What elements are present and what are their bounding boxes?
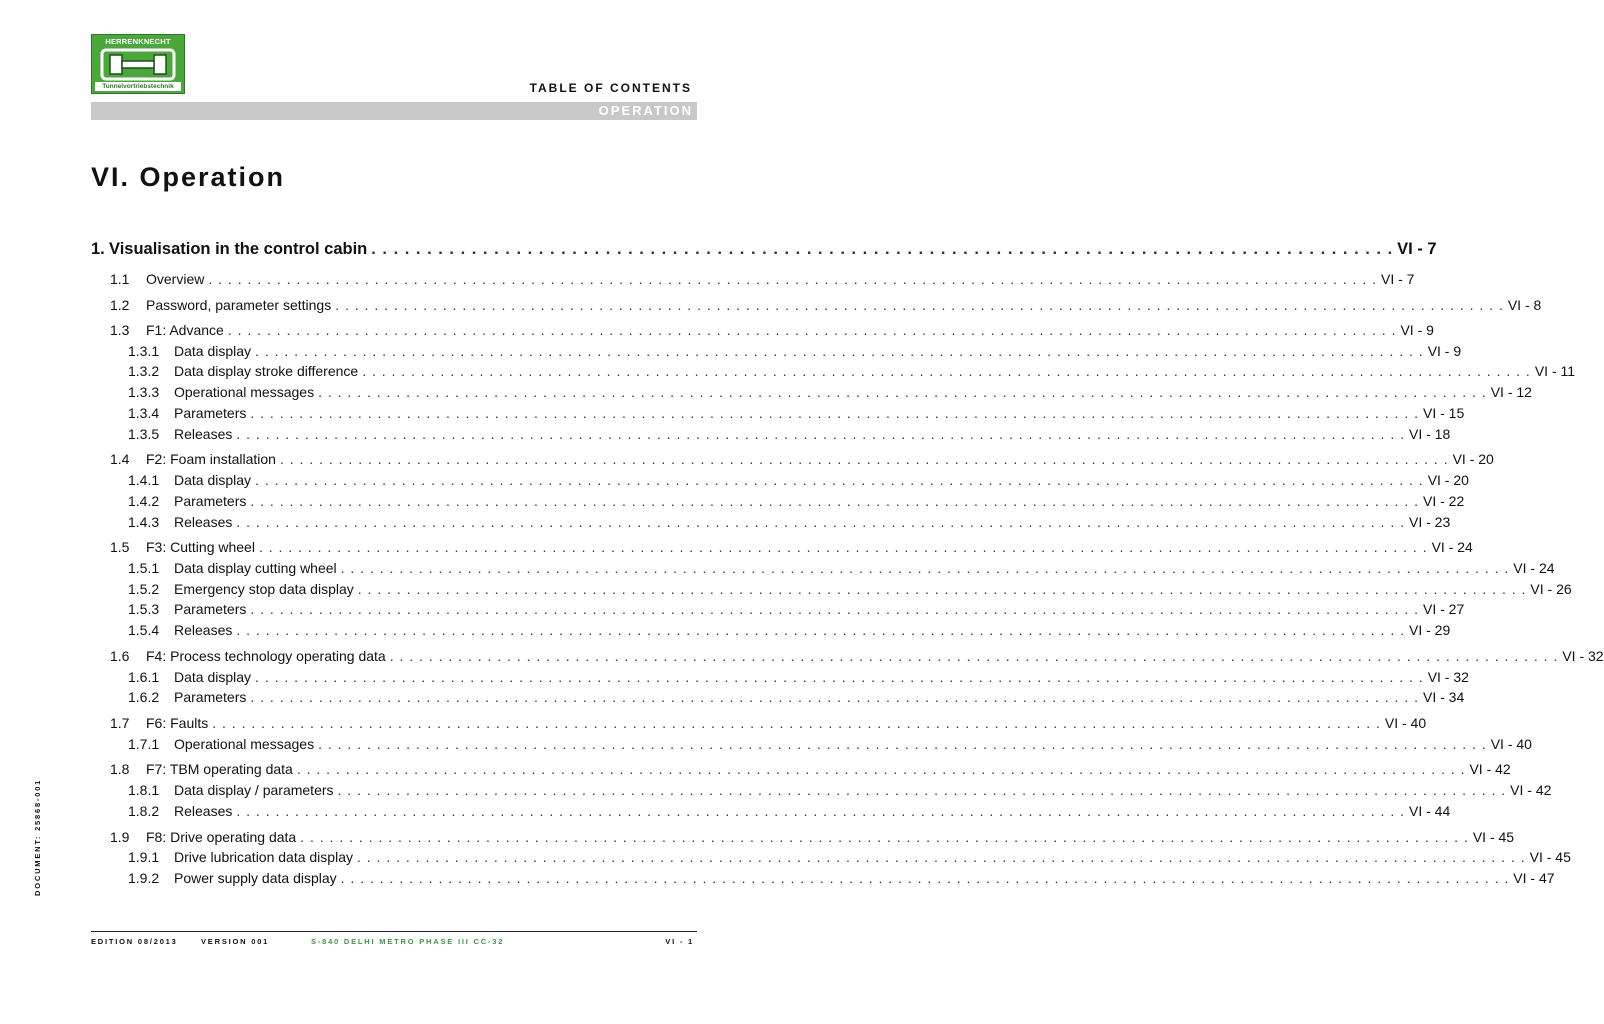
toc-entry-title: Data display [174,668,252,685]
toc-entry-title: Password, parameter settings [146,296,332,313]
toc-leader-dots: . . . . . . . . . . . . . . . . . . . . . . . . . . . . . . . . . . . . . . . . . . . . . . . . . . . . . . . . . . . . . . . . . . . . . . . . . . . . . . . . . . . . . . . . . . . . . . . . . . . . . . . . . . . . . . . . . . . . . . . . [389,648,1559,665]
toc-entry-title: Releases [174,622,233,639]
toc-entry-page: VI - 44 [1409,802,1451,819]
toc-subsection-entry[interactable] [91,735,1532,757]
toc-entry-number: 1.9 [110,828,130,845]
toc-entry-title: Parameters [174,689,247,706]
toc-entry-page: VI - 12 [1490,384,1532,401]
toc-subsection-entry[interactable] [91,492,1465,514]
toc-leader-dots: . . . . . . . . . . . . . . . . . . . . . . . . . . . . . . . . . . . . . . . . . . . . . . . . . . . . . . . . . . . . . . . . . . . . . . . . . . . . . . . . . . . . . . . . . . . . . . . . . . . . . . . . . . . . . . . . . . . . . . . . [227,322,1397,338]
toc-entry-number: 1.5.4 [128,622,160,639]
toc-entry-title: Data display [174,342,252,359]
toc-section-entry[interactable] [91,322,1434,343]
toc-entry-number: 1.4.3 [128,513,160,530]
toc-entry-page: VI - 32 [1427,668,1469,685]
toc-entry-page: VI - 20 [1452,451,1494,468]
toc-chapter-number: 1. [91,240,105,258]
footer-version: VERSION 001 [201,937,270,946]
toc-entry-number: 1.3.4 [128,404,160,421]
toc-entry-number: 1.5.3 [128,601,160,618]
footer-project: S-840 DELHI METRO PHASE III CC-32 [311,937,505,946]
toc-subsection-entry[interactable] [91,363,1576,384]
toc-entry-page: VI - 32 [1562,648,1604,665]
toc-entry-title: F7: TBM operating data [146,761,293,778]
toc-entry-page: VI - 29 [1409,622,1451,639]
footer-rule [91,931,697,932]
toc-leader-dots: . . . . . . . . . . . . . . . . . . . . . . . . . . . . . . . . . . . . . . . . . . . . . . . . . . . . . . . . . . . . . . . . . . . . . . . . . . . . . . . . . . . . . . . . . . . . . . . . . . . . . . . . . . . . . . . . . . . . . . . . [296,761,1466,778]
toc-subsection-entry[interactable] [91,869,1555,891]
toc-entry-title: Data display stroke difference [174,363,359,380]
toc-entry-number: 1.5.1 [128,559,160,576]
toc-entry-title: Overview [146,271,205,287]
toc-entry-title: Data display [174,471,252,488]
toc-subsection-entry[interactable] [91,802,1451,824]
toc-leader-dots: . . . . . . . . . . . . . . . . . . . . . . . . . . . . . . . . . . . . . . . . . . . . . . . . . . . . . . . . . . . . . . . . . . . . . . . . . . . . . . . . . . . . . . . . . . . . . . . . . . . . . . . . . . . . . . . . . . . . . . . . [250,404,1419,421]
document-number: DOCUMENT: 25868-001 [33,778,42,896]
toc-entry-number: 1.7 [110,715,130,732]
toc-entry-title: F4: Process technology operating data [146,648,386,665]
toc-entry-page: VI - 24 [1513,559,1555,576]
toc-entry-title: Parameters [174,404,247,421]
toc-leader-dots: . . . . . . . . . . . . . . . . . . . . . . . . . . . . . . . . . . . . . . . . . . . . . . . . . . . . . . . . . . . . . . . . . . . . . . . . . . . . . . . . . . . . . . . . . . . . . . . . . . . . . . . . . . . . . . . . . . . . . . . . [318,735,1487,752]
toc-entry-number: 1.3.1 [128,342,160,359]
toc-subsection-entry[interactable] [91,580,1572,602]
toc-entry-number: 1.4.1 [128,471,160,488]
toc-entry-number: 1.3.2 [128,363,160,380]
toc-subsection-entry[interactable] [91,404,1465,426]
logo-bottom-text: Tunnelvortriebstechnik [95,82,181,91]
toc-leader-dots: . . . . . . . . . . . . . . . . . . . . . . . . . . . . . . . . . . . . . . . . . . . . . . . . . . . . . . . . . . . . . . . . . . . . . . . . . . . . . . . . . . . . . . . . . . . . . . . . . . . . . . . . . . . . . . . . . . . . . . . . [362,363,1531,380]
toc-entry-title: Emergency stop data display [174,580,354,597]
toc-section-entry[interactable] [91,648,1604,669]
toc-leader-dots: . . . . . . . . . . . . . . . . . . . . . . . . . . . . . . . . . . . . . . . . . . . . . . . . . . . . . . . . . . . . . . . . . . . . . . . . . . . . . . . . . . . . . . . . . . . . . . . . . . . . . . . . . . . . . . . . . . . . . . . . [258,539,1428,556]
toc-entry-page: VI - 27 [1423,601,1465,618]
toc-leader-dots: . . . . . . . . . . . . . . . . . . . . . . . . . . . . . . . . . . . . . . . . . . . . . . . . . . . . . . . . . . . . . . . . . . . . . . . . . . . . . . . . . . . . . . . . . . . . . . . . . . . . . . . . . . . . . . . . . . . . . . . . [340,559,1510,576]
toc-leader-dots: . . . . . . . . . . . . . . . . . . . . . . . . . . . . . . . . . . . . . . . . . . . . . . . . . . . . . . . . . . . . . . . . . . . . . . . . . . . . . . . . . . . . . . . . . . . . . . . . . . . . . . . . . . . . . . . . . . . . . . . . [236,802,1406,819]
toc-entry-title: F6: Faults [146,715,209,732]
toc-entry-title: Data display cutting wheel [174,559,337,576]
toc-entry-page: VI - 45 [1529,849,1571,866]
toc-entry-page: VI - 47 [1513,869,1555,886]
herrenknecht-logo [91,34,185,94]
toc-leader-dots: . . . . . . . . . . . . . . . . . . . . . . . . . . . . . . . . . . . . . . . . . . . . . . . . . . . . . . . . . . . . . . . . . . . . . . . . . . . . . . . . . . . . . . . . . . . . . . . . . . . . . . . . . . . . . . . . . . . . . . . . [318,384,1487,401]
toc-leader-dots: . . . . . . . . . . . . . . . . . . . . . . . . . . . . . . . . . . . . . . . . . . . . . . . . . . . . . . . . . . . . . . . . . . . . . . . . . . . . . . . . . . . . . . . . . . . . . . . . . . . . . . . . . . . . . . . . . . . . . . . . [212,715,1381,732]
toc-entry-number: 1.2 [110,296,130,313]
toc-entry-number: 1.5.2 [128,580,160,597]
toc-entry-number: 1.3.3 [128,384,160,401]
table-of-contents [91,240,1604,891]
toc-entry-page: VI - 45 [1472,828,1515,845]
toc-entry-number: 1.8.1 [128,781,160,798]
toc-leader-dots: . . . . . . . . . . . . . . . . . . . . . . . . . . . . . . . . . . . . . . . . . . . . . . . . . . . . . . . . . . . . . . . . . . . . . . . . . . . . . . . . . . . . . . . . . . . . . . . . . . . . . . . . . . . . . . . . . . . . . . . . [279,451,1449,468]
toc-entry-number: 1.6.2 [128,689,160,706]
toc-section-entry[interactable] [91,451,1494,472]
toc-entry-number: 1.3.5 [128,425,160,442]
toc-entry-number: 1.4.2 [128,492,160,509]
toc-entry-page: VI - 40 [1384,715,1427,732]
toc-entry-page: VI - 9 [1400,322,1434,338]
toc-entry-number: 1.9.2 [128,869,160,886]
toc-entry-number: 1.7.1 [128,735,160,752]
toc-entry-page: VI - 22 [1423,492,1465,509]
toc-entry-title: Releases [174,802,233,819]
toc-entry-page: VI - 20 [1427,471,1469,488]
page-title: VI. Operation [91,162,286,192]
toc-entry-number: 1.1 [110,271,130,287]
toc-entry-page: VI - 42 [1469,761,1511,778]
toc-section-entry[interactable] [91,715,1427,736]
toc-leader-dots: . . . . . . . . . . . . . . . . . . . . . . . . . . . . . . . . . . . . . . . . . . . . . . . . . . . . . . . . . . . . . . . . . . . . . . . . . . . . . . . . . . . . . . . . . . . . . . . . . . . . . . . . . . . . . . . . . . . . . . . . [208,271,1377,287]
header-section-bar [91,102,697,120]
toc-entry-title: Drive lubrication data display [174,849,353,866]
logo-h-mark-icon [96,47,180,82]
toc-entry-title: Releases [174,513,233,530]
toc-entry-page: VI - 11 [1534,363,1576,380]
toc-entry-page: VI - 40 [1490,735,1532,752]
toc-leader-dots: . . . . . . . . . . . . . . . . . . . . . . . . . . . . . . . . . . . . . . . . . . . . . . . . . . . . . . . . . . . . . . . . . . . . . . . . . . . . . . . . . . . . . . . . . . . . . . . . . . . . . . . . . . . . . . . . . . . . . . . . [250,492,1419,509]
toc-entry-page: VI - 9 [1427,342,1462,359]
toc-chapter-title: Visualisation in the control cabin [109,240,368,258]
toc-leader-dots: . . . . . . . . . . . . . . . . . . . . . . . . . . . . . . . . . . . . . . . . . . . . . . . . . . . . . . . . . . . . . . . . . . . . . . . . . . . . . . . . . . . . . . . . . . . . . . . . . . . . . . . . . . . . . . . . . . . . . . . . [356,849,1526,866]
toc-entry-title: Data display / parameters [174,781,334,798]
toc-subsection-entry[interactable] [91,689,1465,710]
toc-subsection-entry[interactable] [91,601,1465,622]
toc-subsection-entry[interactable] [91,622,1451,643]
toc-entry-page: VI - 24 [1431,539,1473,556]
toc-entry-number: 1.9.1 [128,849,160,866]
toc-entry-title: Releases [174,425,233,442]
toc-subsection-entry[interactable] [91,471,1469,493]
toc-entry-page: VI - 42 [1510,781,1552,798]
header-title: TABLE OF CONTENTS [529,81,692,95]
toc-leader-dots: . . . . . . . . . . . . . . . . . . . . . . . . . . . . . . . . . . . . . . . . . . . . . . . . . . . . . . . . . . . . . . . . . . . . . . . . . . . . . . . . . . . . . . . . . . . . . . . . . . . . . . . . . . . . . . . . . . . . . . . . [236,622,1406,639]
toc-entry-title: Parameters [174,601,247,618]
toc-subsection-entry[interactable] [91,513,1451,535]
toc-entry-page: VI - 18 [1409,425,1451,442]
toc-leader-dots: . . . . . . . . . . . . . . . . . . . . . . . . . . . . . . . . . . . . . . . . . . . . . . . . . . . . . . . . . . . . . . . . . . . . . . . . . . . . . . . . . . . . . . . . . . . . . . . . . . . . . . . . . . . . . . . . . . . . . . . . [236,513,1406,530]
toc-entry-title: Operational messages [174,735,315,752]
toc-leader-dots: . . . . . . . . . . . . . . . . . . . . . . . . . . . . . . . . . . . . . . . . . . . . . . . . . . . . . . . . . . . . . . . . . . . . . . . . . . . . . . . . . . . . . . . . . . . . [371,240,1394,258]
toc-leader-dots: . . . . . . . . . . . . . . . . . . . . . . . . . . . . . . . . . . . . . . . . . . . . . . . . . . . . . . . . . . . . . . . . . . . . . . . . . . . . . . . . . . . . . . . . . . . . . . . . . . . . . . . . . . . . . . . . . . . . . . . . [340,869,1510,886]
toc-entry-title: F2: Foam installation [146,451,276,468]
toc-subsection-entry[interactable] [91,425,1451,447]
toc-leader-dots: . . . . . . . . . . . . . . . . . . . . . . . . . . . . . . . . . . . . . . . . . . . . . . . . . . . . . . . . . . . . . . . . . . . . . . . . . . . . . . . . . . . . . . . . . . . . . . . . . . . . . . . . . . . . . . . . . . . . . . . . [357,580,1527,597]
header-section-label: OPERATION [598,103,693,118]
toc-entry-number: 1.5 [110,539,130,556]
toc-entry-title: Power supply data display [174,869,337,886]
toc-chapter-entry[interactable] [91,240,1437,266]
toc-subsection-entry[interactable] [91,559,1555,581]
toc-section-entry[interactable] [91,271,1415,292]
toc-entry-title: F8: Drive operating data [146,828,297,845]
toc-entry-page: VI - 23 [1409,513,1451,530]
toc-entry-number: 1.8 [110,761,130,778]
toc-leader-dots: . . . . . . . . . . . . . . . . . . . . . . . . . . . . . . . . . . . . . . . . . . . . . . . . . . . . . . . . . . . . . . . . . . . . . . . . . . . . . . . . . . . . . . . . . . . . . . . . . . . . . . . . . . . . . . . . . . . . . . . . [236,425,1406,442]
toc-subsection-entry[interactable] [91,342,1462,364]
toc-entry-page: VI - 7 [1381,271,1415,287]
toc-section-entry[interactable] [91,761,1511,782]
toc-chapter-page: VI - 7 [1397,240,1437,258]
toc-leader-dots: . . . . . . . . . . . . . . . . . . . . . . . . . . . . . . . . . . . . . . . . . . . . . . . . . . . . . . . . . . . . . . . . . . . . . . . . . . . . . . . . . . . . . . . . . . . . . . . . . . . . . . . . . . . . . . . . . . . . . . . . [250,689,1419,706]
toc-entry-title: F3: Cutting wheel [146,539,255,556]
toc-leader-dots: . . . . . . . . . . . . . . . . . . . . . . . . . . . . . . . . . . . . . . . . . . . . . . . . . . . . . . . . . . . . . . . . . . . . . . . . . . . . . . . . . . . . . . . . . . . . . . . . . . . . . . . . . . . . . . . . . . . . . . . . [255,471,1424,488]
toc-leader-dots: . . . . . . . . . . . . . . . . . . . . . . . . . . . . . . . . . . . . . . . . . . . . . . . . . . . . . . . . . . . . . . . . . . . . . . . . . . . . . . . . . . . . . . . . . . . . . . . . . . . . . . . . . . . . . . . . . . . . . . . . [255,668,1424,685]
toc-entry-number: 1.6 [110,648,130,665]
toc-entry-page: VI - 34 [1423,689,1465,706]
toc-leader-dots: . . . . . . . . . . . . . . . . . . . . . . . . . . . . . . . . . . . . . . . . . . . . . . . . . . . . . . . . . . . . . . . . . . . . . . . . . . . . . . . . . . . . . . . . . . . . . . . . . . . . . . . . . . . . . . . . . . . . . . . . [250,601,1419,618]
toc-entry-page: VI - 26 [1530,580,1572,597]
toc-entry-title: F1: Advance [146,322,224,338]
toc-entry-title: Parameters [174,492,247,509]
toc-entry-number: 1.3 [110,322,130,338]
footer-edition: EDITION 08/2013 [91,937,178,946]
toc-entry-number: 1.4 [110,451,130,468]
toc-entry-number: 1.6.1 [128,668,160,685]
toc-section-entry[interactable] [91,296,1542,318]
toc-subsection-entry[interactable] [91,849,1571,870]
logo-top-text: HERRENKNECHT [105,37,171,46]
toc-leader-dots: . . . . . . . . . . . . . . . . . . . . . . . . . . . . . . . . . . . . . . . . . . . . . . . . . . . . . . . . . . . . . . . . . . . . . . . . . . . . . . . . . . . . . . . . . . . . . . . . . . . . . . . . . . . . . . . . . . . . . . . . [300,828,1469,845]
footer-page-number: VI - 1 [665,937,694,946]
toc-entry-number: 1.8.2 [128,802,160,819]
toc-leader-dots: . . . . . . . . . . . . . . . . . . . . . . . . . . . . . . . . . . . . . . . . . . . . . . . . . . . . . . . . . . . . . . . . . . . . . . . . . . . . . . . . . . . . . . . . . . . . . . . . . . . . . . . . . . . . . . . . . . . . . . . . [335,296,1504,313]
toc-entry-title: Operational messages [174,384,315,401]
toc-section-entry[interactable] [91,828,1515,850]
toc-entry-page: VI - 15 [1423,404,1465,421]
toc-subsection-entry[interactable] [91,384,1532,405]
toc-leader-dots: . . . . . . . . . . . . . . . . . . . . . . . . . . . . . . . . . . . . . . . . . . . . . . . . . . . . . . . . . . . . . . . . . . . . . . . . . . . . . . . . . . . . . . . . . . . . . . . . . . . . . . . . . . . . . . . . . . . . . . . . [337,781,1507,798]
toc-section-entry[interactable] [91,539,1473,560]
toc-subsection-entry[interactable] [91,781,1552,803]
toc-subsection-entry[interactable] [91,668,1469,690]
toc-leader-dots: . . . . . . . . . . . . . . . . . . . . . . . . . . . . . . . . . . . . . . . . . . . . . . . . . . . . . . . . . . . . . . . . . . . . . . . . . . . . . . . . . . . . . . . . . . . . . . . . . . . . . . . . . . . . . . . . . . . . . . . . [255,342,1424,359]
toc-entry-page: VI - 8 [1507,296,1542,313]
